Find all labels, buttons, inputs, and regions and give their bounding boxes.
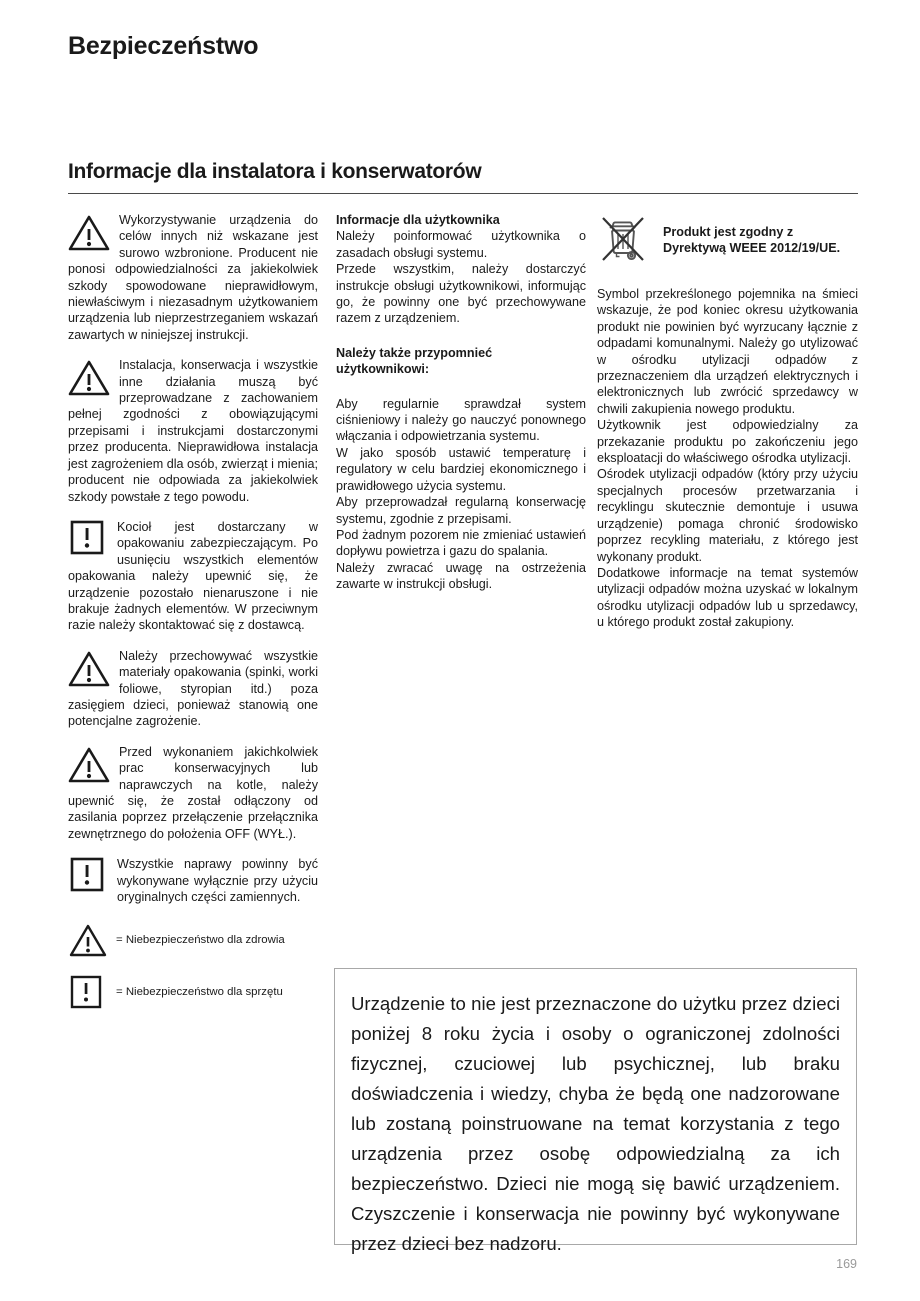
middle-heading-reminders: Należy także przypomnieć użytkownikowi:: [336, 345, 493, 377]
crossed-out-wheelie-bin-icon: [597, 214, 649, 264]
legend-row-health: [68, 923, 318, 957]
warning-block-maintenance-text: Przed wykonaniem jakichkolwiek prac konserwacyjnych lub naprawczych na kotle, należy upewnić się, że został odłączony od zasilania poprzez przełączenie przełącznika zewnętrznego do położenia OFF (WYŁ.).: [68, 744, 318, 841]
column-right: [597, 212, 858, 631]
middle-paragraph-2: Przede wszystkim, należy dostarczyć instrukcje obsługi użytkownikowi, informując go, że powinny one być przechowywane razem z urządzeniem.: [336, 262, 586, 326]
column-middle: [336, 212, 586, 593]
right-paragraph-4: Dodatkowe informacje na temat systemów utylizacji odpadów można uzyskać w lokalnym ośrodku utylizacji odpadów lub u sprzedawcy, u którego produkt został zakupiony.: [597, 565, 858, 630]
warning-block-packaging-storage: [68, 648, 318, 730]
right-paragraph-2: Użytkownik jest odpowiedzialny za przekazanie produktu po zakończeniu jego eksploatacji do właściwego ośrodka utylizacji.: [597, 418, 858, 466]
chapter-title: Bezpieczeństwo: [68, 32, 259, 60]
warning-triangle-icon: [68, 649, 110, 687]
weee-heading-text: Produkt jest zgodny z Dyrektywą WEEE 2012/19/UE.: [663, 225, 841, 256]
warning-block-installation-text: Instalacja, konserwacja i wszystkie inne działania muszą być przeprowadzane z zachowaniem pełnej zgodności z obowiązującymi przepisami i instrukcjami dostarczonymi przez producenta. Nieprawidłowa instalacja jest zagrożeniem dla osób, zwierząt i mienia; producent nie odpowiada za jakiekolwiek szkody powstałe z tego powodu.: [68, 358, 318, 504]
page-number: 169: [836, 1257, 857, 1271]
right-paragraph-3: Ośrodek utylizacji odpadów (który przy użyciu specjalnych procesów przetwarzania i recyklingu skutecznie demontuje i usuwa urządzenie) pomaga chronić środowisko poprzez recykling materiału, z którego jest wykonany produkt.: [597, 467, 858, 564]
middle-paragraph-1: Należy poinformować użytkownika o zasadach obsługi systemu.: [336, 229, 586, 260]
section-title: Informacje dla instalatora i konserwatorów: [68, 160, 858, 194]
warning-triangle-icon: [68, 745, 110, 783]
warning-block-usage-text: Wykorzystywanie urządzenia do celów innych niż wskazane jest surowo wzbronione. Producent nie ponosi odpowiedzialności za jakiekolwiek szkody spowodowane nieprawidłowym, niewłaściwym i niezasadnym użytkowaniem urządzenia lub nieprzestrzeganiem wskazań zawartych w niniejszej instrukcji.: [68, 213, 318, 342]
middle-heading-user-info: Informacje dla użytkownika: [336, 213, 500, 227]
spacer: [336, 327, 586, 345]
warning-block-packaging-storage-text: Należy przechowywać wszystkie materiały opakowania (spinki, worki foliowe, styropian itd.) poza zasięgiem dzieci, ponieważ stanowią one potencjalne zagrożenie.: [68, 648, 318, 729]
safety-callout-box: [334, 968, 857, 1254]
warning-block-packaging: [68, 519, 318, 634]
right-paragraph-1: Symbol przekreślonego pojemnika na śmieci wskazuje, że pod koniec okresu użytkowania produkt nie powinien być wyrzucany łącznie z odpadami komunalnymi. Należy go utylizować w ośrodku utylizacji odpadów z przeznaczeniem dla urządzeń elektrycznych i elektronicznych lub zwrócić sprzedawcy w chwili zakupienia nowego produktu.: [597, 287, 858, 416]
spacer: [336, 378, 586, 396]
warning-triangle-icon: [68, 923, 108, 957]
warning-square-icon: [68, 975, 108, 1009]
warning-square-icon: [68, 857, 108, 893]
weee-header-block: [597, 212, 858, 264]
warning-block-installation: [68, 357, 318, 505]
legend-label-health: = Niebezpieczeństwo dla zdrowia: [116, 934, 285, 947]
column-left: [68, 212, 318, 1009]
warning-block-usage: [68, 212, 318, 343]
warning-block-spare-parts-text: Wszystkie naprawy powinny być wykonywane wyłącznie przy użyciu oryginalnych części zamiennych.: [117, 857, 318, 905]
warning-block-spare-parts: [68, 856, 318, 905]
middle-paragraph-3: Aby regularnie sprawdzał system ciśnieniowy i należy go nauczyć ponownego włączania i odpowietrzania systemu.: [336, 396, 586, 444]
middle-paragraph-7: Należy zwracać uwagę na ostrzeżenia zawarte w instrukcji obsługi.: [336, 560, 586, 592]
warning-triangle-icon: [68, 358, 110, 396]
warning-block-packaging-text: Kocioł jest dostarczany w opakowaniu zabezpieczającym. Po usunięciu wszystkich elementów opakowania należy upewnić się, że urządzenie pozostało nienaruszone i nie brakuje żadnych elementów. W przeciwnym razie należy skontaktować się z dostawcą.: [68, 519, 318, 633]
warning-triangle-icon: [68, 213, 110, 251]
middle-paragraph-4: W jako sposób ustawić temperaturę i regulatory w celu bardziej ekonomicznego i prawidłowego użycia systemu.: [336, 445, 586, 493]
middle-paragraph-5: Aby przeprowadzał regularną konserwację systemu, zgodnie z przepisami.: [336, 495, 586, 526]
warning-square-icon: [68, 520, 108, 556]
warning-block-maintenance: [68, 744, 318, 842]
middle-paragraph-6: Pod żadnym pozorem nie zmieniać ustawień dopływu powietrza i gazu do spalania.: [336, 527, 586, 559]
legend-row-equipment: [68, 975, 318, 1009]
safety-callout-text: Urządzenie to nie jest przeznaczone do użytku przez dzieci poniżej 8 roku życia i osoby o ograniczonej zdolności fizycznej, czuciowej lub psychicznej, lub braku doświadczenia i wiedzy, chyba że będą one nadzorowane lub zostaną poinstruowane na temat korzystania z tego urządzenia przez osobę odpowiedzialną za ich bezpieczeństwo. Dzieci nie mogą się bawić urządzeniem. Czyszczenie i konserwacja nie powinny być wykonywane przez dzieci bez nadzoru.: [351, 993, 840, 1254]
legend-label-equipment: = Niebezpieczeństwo dla sprzętu: [116, 986, 283, 999]
